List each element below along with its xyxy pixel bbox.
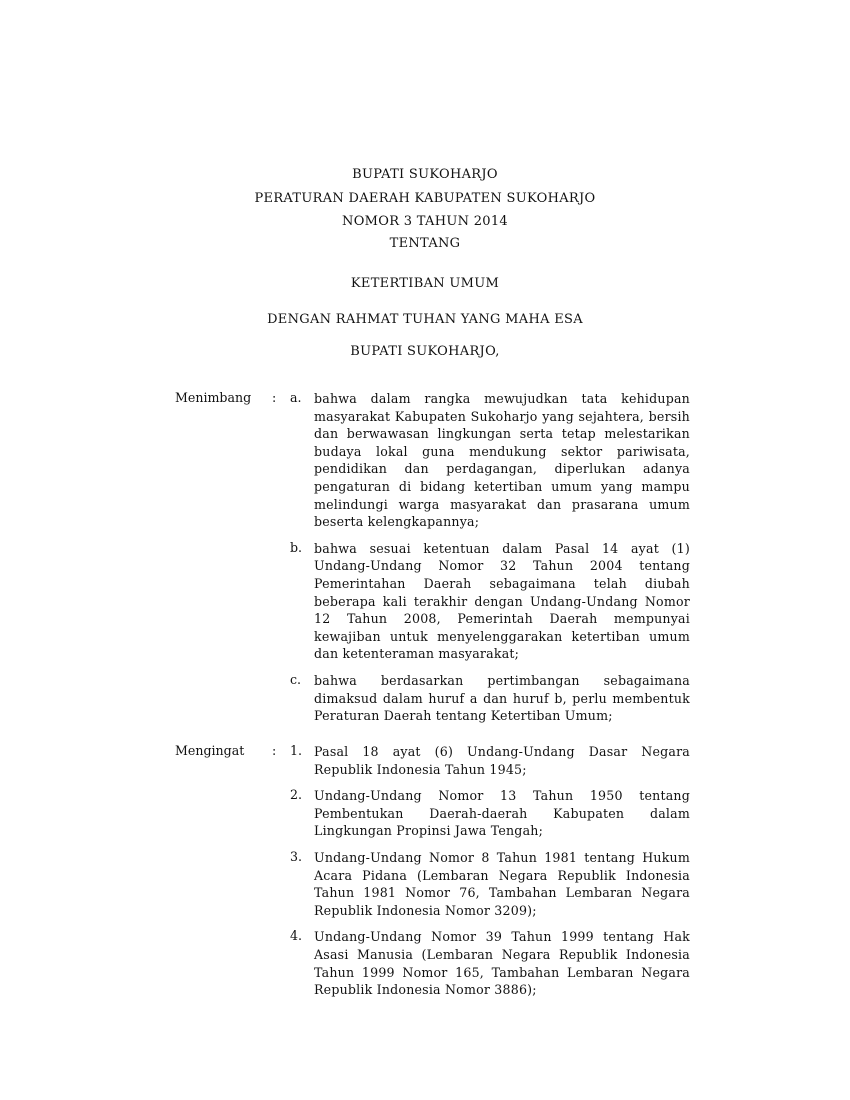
item-marker: 2.: [290, 787, 303, 803]
item-marker: 3.: [290, 848, 303, 864]
item-text: bahwa sesuai ketentuan dalam Pasal 14 ayat (1) Undang-Undang Nomor 32 Tahun 2004 tentang Pemerintahan Daerah sebagaimana telah diubah beberapa kali terakhir dengan Undang-Undang Nomor 12 Tahun 2008, Pemerintah Daerah mempunyai kewajiban untuk menyelenggarakan ketertiban umum dan ketenteraman masyarakat;: [314, 540, 690, 662]
mengingat-item: [175, 928, 690, 998]
mengingat-colon: :: [272, 743, 277, 758]
mengingat-item: [175, 849, 690, 919]
item-marker: 1.: [290, 743, 303, 758]
item-marker: b.: [290, 539, 303, 555]
header-line-bupati: BUPATI SUKOHARJO: [352, 167, 498, 182]
item-marker: 4.: [290, 928, 303, 944]
item-text: Pasal 18 ayat (6) Undang-Undang Dasar Negara Republik Indonesia Tahun 1945;: [314, 744, 690, 777]
menimbang-item: [175, 540, 690, 663]
invocation: DENGAN RAHMAT TUHAN YANG MAHA ESA: [267, 312, 583, 327]
item-text: bahwa dalam rangka mewujudkan tata kehidupan masyarakat Kabupaten Sukoharjo yang sejahtera, bersih dan berwawasan lingkungan serta tetap melestarikan budaya lokal guna mendukung sektor pariwisata, pendidikan dan perdagangan, diperlukan adanya pengaturan di bidang ketertiban umum yang mampu melindungi warga masyarakat dan prasarana umum beserta kelengkapannya;: [314, 391, 690, 530]
mengingat-label: Mengingat: [175, 743, 245, 758]
item-text: Undang-Undang Nomor 8 Tahun 1981 tentang Hukum Acara Pidana (Lembaran Negara Republik Indonesia Tahun 1981 Nomor 76, Tambahan Lembaran Negara Republik Indonesia Nomor 3209);: [314, 849, 690, 918]
mengingat-item: [175, 743, 690, 778]
menimbang-label: Menimbang: [175, 390, 252, 405]
item-marker: c.: [290, 671, 302, 687]
menimbang-item: [175, 672, 690, 725]
item-text: bahwa berdasarkan pertimbangan sebagaimana dimaksud dalam huruf a dan huruf b, perlu membentuk Peraturan Daerah tentang Ketertiban Umum;: [314, 672, 690, 724]
item-marker: a.: [290, 390, 302, 405]
menimbang-section: [175, 390, 690, 734]
menimbang-colon: :: [272, 390, 277, 405]
official-title: BUPATI SUKOHARJO,: [350, 344, 500, 359]
item-text: Undang-Undang Nomor 39 Tahun 1999 tentang Hak Asasi Manusia (Lembaran Negara Republik Indonesia Tahun 1999 Nomor 165, Tambahan Lembaran Negara Republik Indonesia Nomor 3886);: [314, 929, 690, 998]
header-line-peraturan: PERATURAN DAERAH KABUPATEN SUKOHARJO: [254, 191, 596, 206]
mengingat-item: [175, 787, 690, 840]
menimbang-item: [175, 390, 690, 531]
header-line-tentang: TENTANG: [389, 236, 461, 251]
document-subject: KETERTIBAN UMUM: [350, 276, 500, 291]
item-text: Undang-Undang Nomor 13 Tahun 1950 tentang Pembentukan Daerah-daerah Kabupaten dalam Lingkungan Propinsi Jawa Tengah;: [314, 788, 690, 839]
header-line-nomor: NOMOR 3 TAHUN 2014: [342, 214, 508, 229]
mengingat-section: [175, 743, 690, 1008]
